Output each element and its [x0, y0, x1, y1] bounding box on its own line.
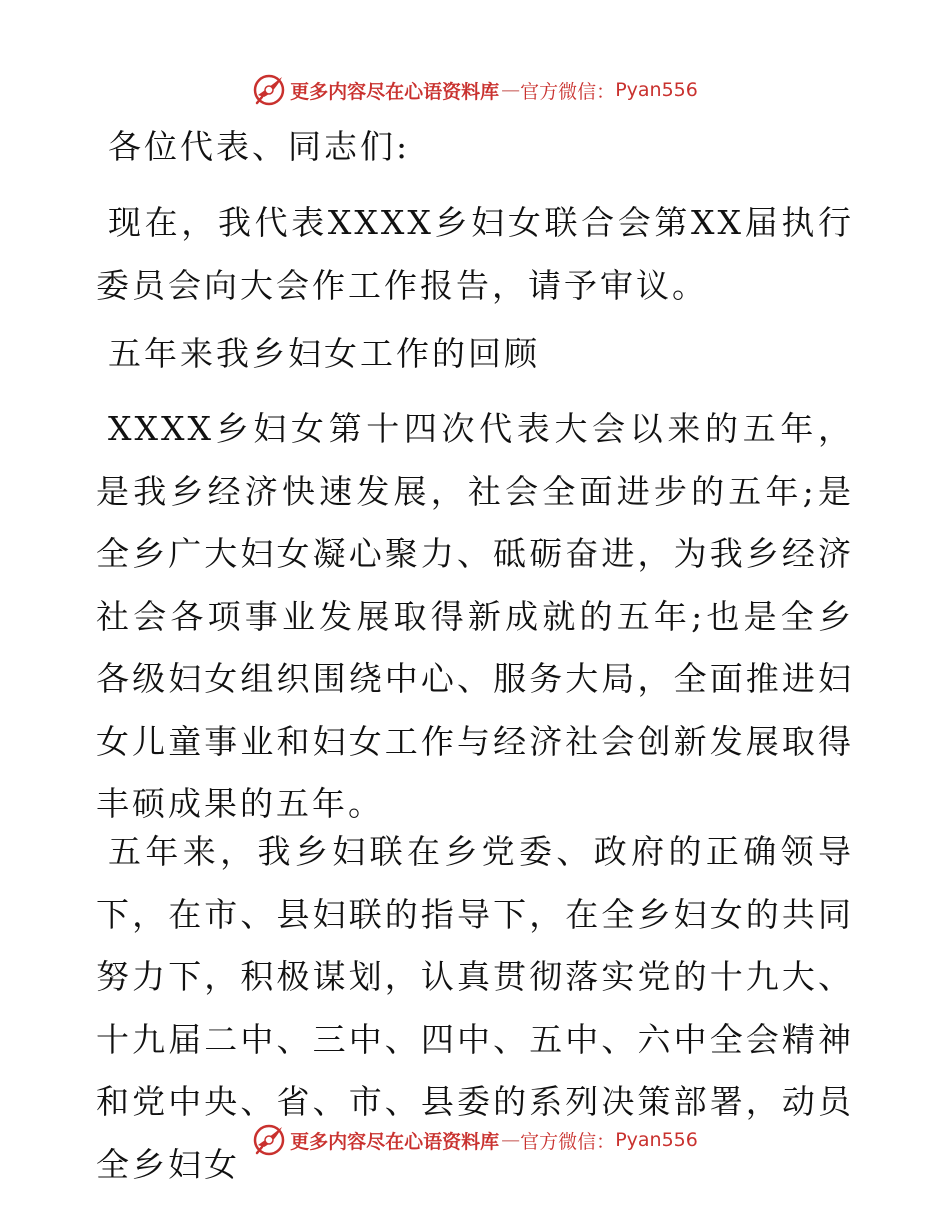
paragraph-review: XXXX乡妇女第十四次代表大会以来的五年，是我乡经济快速发展，社会全面进步的五年;是全乡广大妇女凝心聚力、砥砺奋进，为我乡经济社会各项事业发展取得新成就的五年;也是全乡各级妇女组织围绕中心、服务大局，全面推进妇女儿童事业和妇女工作与经济社会创新发展取得丰硕成果的五年。 [96, 409, 854, 823]
watermark-library-text: 更多内容尽在心语资料库 [290, 1130, 500, 1153]
watermark-library-text: 更多内容尽在心语资料库 [290, 80, 500, 103]
watermark-dash: — [501, 1129, 519, 1151]
watermark-header [0, 70, 950, 110]
salutation: 各位代表、同志们: [108, 127, 411, 166]
paragraph-achievements: 五年来，我乡妇联在乡党委、政府的正确领导下，在市、县妇联的指导下，在全乡妇女的共同努力下，积极谋划，认真贯彻落实党的十九大、十九届二中、三中、四中、五中、六中全会精神和党中央、省、市、县委的系列决策部署，动员全乡妇女 [96, 832, 854, 1184]
watermark-official-label: 官方微信： [520, 1130, 616, 1153]
feather-pen-logo-icon [252, 1123, 286, 1157]
watermark-official-label: 官方微信： [520, 80, 616, 103]
feather-pen-logo-icon [252, 73, 286, 107]
watermark-dash: — [501, 79, 519, 101]
paragraph-intro: 现在，我代表XXXX乡妇女联合会第XX届执行委员会向大会作工作报告，请予审议。 [96, 203, 854, 305]
section-heading: 五年来我乡妇女工作的回顾 [108, 334, 540, 373]
watermark-wechat-id: Pyan556 [615, 79, 698, 101]
watermark-footer [0, 1120, 950, 1160]
watermark-wechat-id: Pyan556 [615, 1129, 698, 1151]
